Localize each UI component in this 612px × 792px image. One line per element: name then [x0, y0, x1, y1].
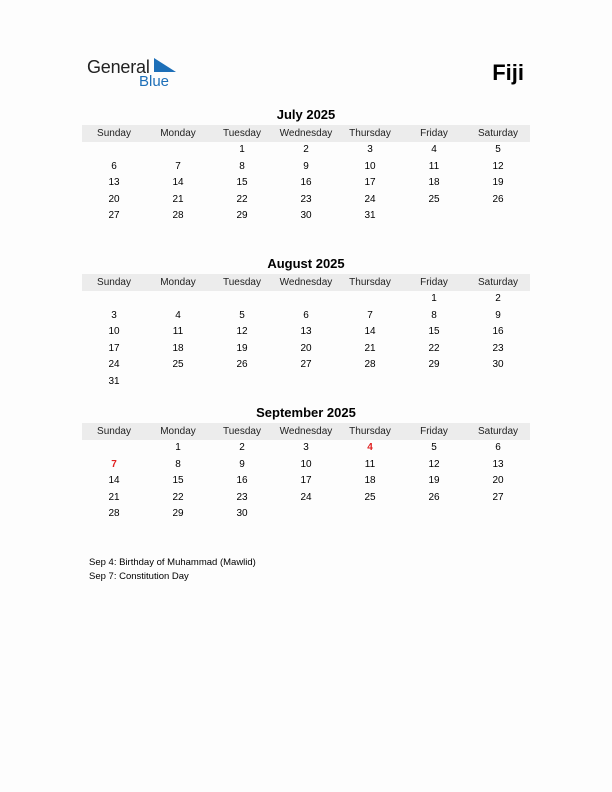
- day-cell: 23: [492, 342, 504, 354]
- weekday-label: Wednesday: [279, 277, 333, 288]
- day-cell: 11: [364, 458, 376, 470]
- holiday-note: Sep 4: Birthday of Muhammad (Mawlid): [89, 557, 256, 568]
- day-cell: 9: [495, 309, 501, 321]
- day-cell: 20: [492, 475, 504, 487]
- empty-day-cell: [146, 374, 210, 391]
- day-cell: 10: [300, 458, 312, 470]
- day-cell: 9: [239, 458, 245, 470]
- weekday-header: [82, 274, 530, 291]
- day-cell: 16: [492, 326, 504, 338]
- empty-day-cell: [82, 291, 146, 308]
- day-cell: 8: [431, 309, 437, 321]
- empty-day-cell: [466, 208, 530, 225]
- weekday-label: Monday: [160, 277, 196, 288]
- week-row: [82, 159, 530, 176]
- empty-day-cell: [210, 374, 274, 391]
- week-row: [82, 175, 530, 192]
- holiday-note: Sep 7: Constitution Day: [89, 571, 189, 582]
- empty-day-cell: [402, 208, 466, 225]
- empty-day-cell: [146, 291, 210, 308]
- day-cell: 21: [364, 342, 376, 354]
- holiday-notes: [89, 556, 256, 584]
- day-cell: 3: [367, 144, 373, 155]
- week-row: [82, 473, 530, 490]
- day-cell: 13: [492, 458, 504, 470]
- day-cell: 22: [428, 342, 440, 354]
- day-cell: 1: [175, 442, 181, 453]
- weekday-label: Friday: [420, 277, 448, 288]
- empty-day-cell: [338, 506, 402, 523]
- flag-triangle-icon: [154, 58, 176, 72]
- weekday-label: Monday: [160, 128, 196, 139]
- day-cell: 23: [300, 193, 312, 205]
- country-title: Fiji: [492, 60, 524, 85]
- day-cell: 8: [175, 458, 181, 470]
- week-row: [82, 192, 530, 209]
- day-cell: 5: [239, 309, 245, 321]
- day-cell: 2: [495, 293, 501, 304]
- day-cell: 29: [236, 210, 248, 222]
- day-cell: 28: [108, 508, 120, 520]
- day-cell: 6: [303, 309, 309, 321]
- week-row: [82, 506, 530, 523]
- weekday-label: Tuesday: [223, 277, 261, 288]
- week-row: [82, 208, 530, 225]
- week-row: [82, 324, 530, 341]
- day-cell: 22: [236, 193, 248, 205]
- weekday-header: [82, 423, 530, 440]
- day-cell: 17: [364, 177, 376, 189]
- day-cell: 14: [364, 326, 376, 338]
- brand-name-general: General: [87, 57, 150, 77]
- day-cell: 29: [172, 508, 184, 520]
- week-row: [82, 374, 530, 391]
- empty-day-cell: [274, 291, 338, 308]
- weekday-label: Sunday: [97, 426, 131, 437]
- day-cell: 4: [175, 309, 181, 321]
- empty-day-cell: [82, 142, 146, 159]
- weekday-label: Wednesday: [279, 426, 333, 437]
- holiday-day-cell: 4: [367, 442, 373, 453]
- day-cell: 28: [172, 210, 184, 222]
- day-cell: 16: [236, 475, 248, 487]
- empty-day-cell: [146, 142, 210, 159]
- empty-day-cell: [274, 374, 338, 391]
- day-cell: 12: [236, 326, 248, 338]
- day-cell: 11: [428, 160, 440, 172]
- day-cell: 10: [364, 160, 376, 172]
- day-cell: 10: [108, 326, 120, 338]
- weekday-label: Saturday: [477, 426, 519, 437]
- weekday-label: Sunday: [97, 128, 131, 139]
- day-cell: 13: [300, 326, 312, 338]
- week-row: [82, 341, 530, 358]
- weekday-label: Tuesday: [223, 426, 261, 437]
- week-row: [82, 440, 530, 457]
- day-cell: 21: [172, 193, 184, 205]
- weekday-label: Saturday: [477, 277, 519, 288]
- day-cell: 25: [172, 359, 184, 371]
- day-cell: 6: [111, 160, 117, 172]
- day-cell: 4: [431, 144, 437, 155]
- day-cell: 9: [303, 160, 309, 172]
- day-cell: 19: [236, 342, 248, 354]
- weekday-label: Thursday: [349, 426, 391, 437]
- day-cell: 3: [111, 309, 117, 321]
- month-july: [82, 107, 530, 225]
- day-cell: 29: [428, 359, 440, 371]
- weekday-label: Saturday: [477, 128, 519, 139]
- weekday-label: Thursday: [349, 277, 391, 288]
- empty-day-cell: [402, 506, 466, 523]
- weekday-label: Friday: [420, 128, 448, 139]
- weekday-label: Thursday: [349, 128, 391, 139]
- empty-day-cell: [402, 374, 466, 391]
- day-cell: 22: [172, 491, 184, 503]
- weekday-label: Friday: [420, 426, 448, 437]
- day-cell: 15: [236, 177, 248, 189]
- day-cell: 27: [492, 491, 504, 503]
- day-cell: 26: [428, 491, 440, 503]
- day-cell: 31: [108, 375, 120, 387]
- day-cell: 31: [364, 210, 376, 222]
- week-row: [82, 142, 530, 159]
- month-august: [82, 256, 530, 391]
- day-cell: 14: [108, 475, 120, 487]
- day-cell: 1: [239, 144, 245, 155]
- day-cell: 17: [300, 475, 312, 487]
- empty-day-cell: [338, 374, 402, 391]
- day-cell: 15: [172, 475, 184, 487]
- month-title: August 2025: [267, 256, 345, 271]
- weekday-label: Monday: [160, 426, 196, 437]
- day-cell: 26: [236, 359, 248, 371]
- day-cell: 21: [108, 491, 120, 503]
- day-cell: 3: [303, 442, 309, 453]
- day-cell: 2: [239, 442, 245, 453]
- day-cell: 24: [108, 359, 120, 371]
- empty-day-cell: [82, 440, 146, 457]
- day-cell: 18: [172, 342, 184, 354]
- day-cell: 19: [492, 177, 504, 189]
- empty-day-cell: [466, 506, 530, 523]
- day-cell: 7: [367, 309, 373, 321]
- empty-day-cell: [338, 291, 402, 308]
- day-cell: 2: [303, 144, 309, 155]
- day-cell: 24: [364, 193, 376, 205]
- day-cell: 6: [495, 442, 501, 453]
- week-row: [82, 457, 530, 474]
- day-cell: 20: [108, 193, 120, 205]
- day-cell: 12: [428, 458, 440, 470]
- day-cell: 25: [364, 491, 376, 503]
- day-cell: 28: [364, 359, 376, 371]
- day-cell: 19: [428, 475, 440, 487]
- day-cell: 27: [300, 359, 312, 371]
- day-cell: 5: [431, 442, 437, 453]
- day-cell: 15: [428, 326, 440, 338]
- day-cell: 27: [108, 210, 120, 222]
- brand-name-blue: Blue: [139, 73, 170, 90]
- holiday-day-cell: 7: [111, 458, 117, 470]
- month-title: July 2025: [276, 107, 336, 122]
- day-cell: 25: [428, 193, 440, 205]
- empty-day-cell: [210, 291, 274, 308]
- day-cell: 18: [428, 177, 440, 189]
- day-cell: 18: [364, 475, 376, 487]
- day-cell: 26: [492, 193, 504, 205]
- week-row: [82, 291, 530, 308]
- week-row: [82, 357, 530, 374]
- empty-day-cell: [274, 506, 338, 523]
- brand-logo: [87, 55, 187, 91]
- day-cell: 23: [236, 491, 248, 503]
- day-cell: 16: [300, 177, 312, 189]
- day-cell: 11: [172, 326, 184, 338]
- week-row: [82, 308, 530, 325]
- day-cell: 1: [431, 293, 437, 304]
- day-cell: 13: [108, 177, 120, 189]
- weekday-label: Sunday: [97, 277, 131, 288]
- weekday-label: Tuesday: [223, 128, 261, 139]
- day-cell: 30: [492, 359, 504, 371]
- empty-day-cell: [466, 374, 530, 391]
- day-cell: 12: [492, 160, 504, 172]
- day-cell: 24: [300, 491, 312, 503]
- day-cell: 5: [495, 144, 501, 155]
- day-cell: 7: [175, 160, 181, 172]
- day-cell: 30: [300, 210, 312, 222]
- month-title: September 2025: [256, 405, 356, 420]
- week-row: [82, 490, 530, 507]
- day-cell: 8: [239, 160, 245, 172]
- month-september: [82, 405, 530, 523]
- weekday-label: Wednesday: [279, 128, 333, 139]
- weekday-header: [82, 125, 530, 142]
- day-cell: 17: [108, 342, 120, 354]
- day-cell: 30: [236, 508, 248, 520]
- day-cell: 20: [300, 342, 312, 354]
- day-cell: 14: [172, 177, 184, 189]
